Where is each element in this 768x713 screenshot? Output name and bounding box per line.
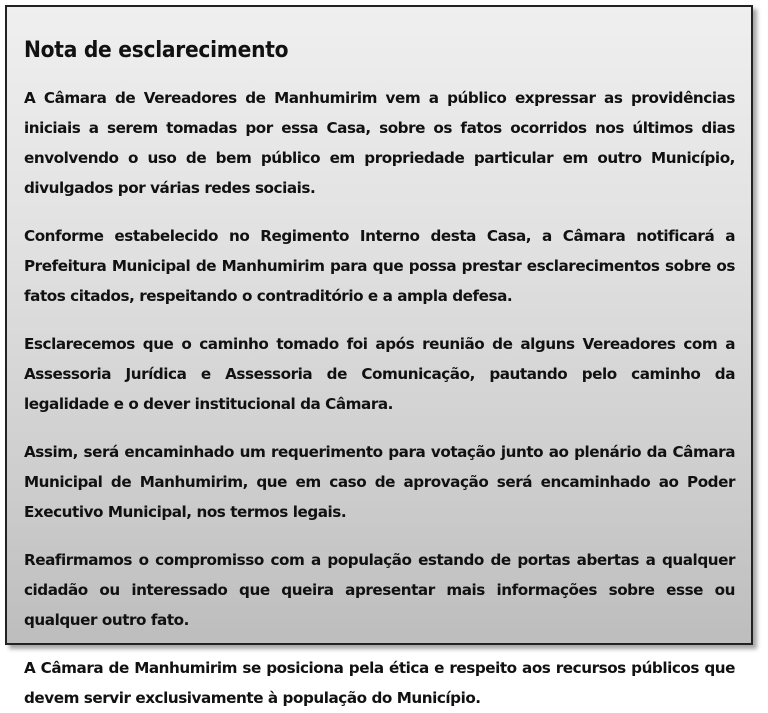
note-paragraph-6: A Câmara de Manhumirim se posiciona pela ética e respeito aos recursos públicos que devem servir exclusivamente à população do Município. xyxy=(24,659,735,707)
note-paragraph-5: Reafirmamos o compromisso com a população estando de portas abertas a qualquer cidadão ou interessado que queira apresentar mais informações sobre esse ou qualquer outro fato. xyxy=(24,551,735,629)
note-paragraph-3: Esclarecemos que o caminho tomado foi após reunião de alguns Vereadores com a Assessoria Jurídica e Assessoria de Comunicação, pautando pelo caminho da legalidade e o dever institucional da Câmara. xyxy=(24,335,735,413)
note-paragraph-2: Conforme estabelecido no Regimento Interno desta Casa, a Câmara notificará a Prefeitura Municipal de Manhumirim para que possa prestar esclarecimentos sobre os fatos citados, respeitando o contraditório e a ampla defesa. xyxy=(24,227,735,305)
clarification-note-box xyxy=(5,5,753,707)
note-title: Nota de esclarecimento xyxy=(24,38,289,63)
note-paragraph-4: Assim, será encaminhado um requerimento para votação junto ao plenário da Câmara Municipal de Manhumirim, que em caso de aprovação será encaminhado ao Poder Executivo Municipal, nos termos legais. xyxy=(24,443,735,521)
note-paragraph-1: A Câmara de Vereadores de Manhumirim vem a público expressar as providências iniciais a serem tomadas por essa Casa, sobre os fatos ocorridos nos últimos dias envolvendo o uso de bem público em propriedade particular em outro Município, divulgados por várias redes sociais. xyxy=(24,89,735,197)
